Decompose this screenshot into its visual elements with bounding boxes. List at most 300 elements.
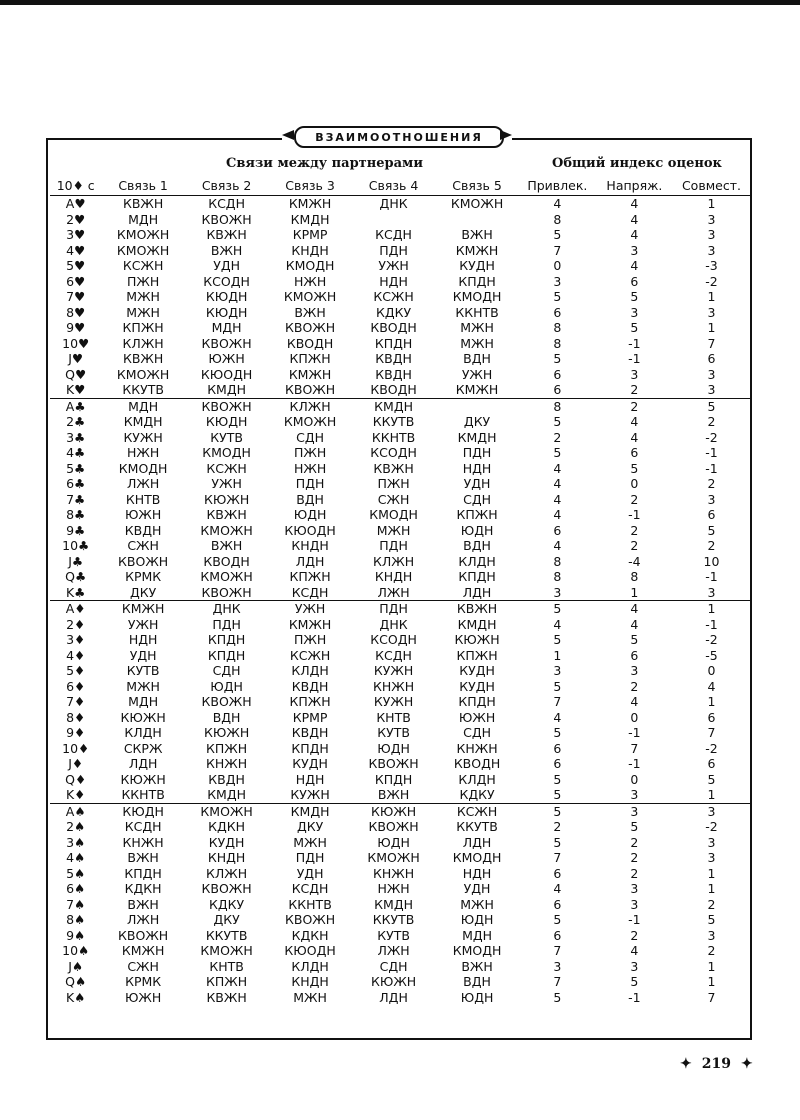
cell-attraction: 3 xyxy=(553,584,562,600)
cell-attraction: 7 xyxy=(553,242,562,258)
cell-attraction: 6 xyxy=(553,896,562,912)
cell-compatibility: 3 xyxy=(707,927,716,943)
cell-attraction: 5 xyxy=(553,989,562,1005)
cell-tension: -1 xyxy=(628,335,641,351)
cell-card: 9♥ xyxy=(66,320,86,335)
cell-link-2: КЮЖН xyxy=(203,491,250,507)
cell-attraction: 5 xyxy=(553,834,562,850)
cell-link-5: КУДН xyxy=(459,258,495,273)
cell-link-2: ВЖН xyxy=(210,242,243,258)
cell-tension: 3 xyxy=(630,881,639,896)
cell-link-1: КНТВ xyxy=(125,491,161,507)
cell-link-2: ВЖН xyxy=(210,538,243,553)
cell-link-1: СКРЖ xyxy=(123,740,163,756)
cell-link-3: КНДН xyxy=(291,974,329,989)
cell-compatibility: 3 xyxy=(707,491,716,507)
cell-compatibility: 6 xyxy=(707,709,716,725)
cell-link-4: КПДН xyxy=(374,771,413,787)
cell-link-2: КДКН xyxy=(208,819,246,834)
cell-tension: 3 xyxy=(630,366,639,382)
cell-link-4: ПДН xyxy=(379,242,408,258)
cell-link-5: КПДН xyxy=(458,569,496,584)
cell-link-4: КВОДН xyxy=(370,320,417,335)
cell-link-4: ЛДН xyxy=(379,989,408,1005)
cell-link-5: КДКУ xyxy=(459,787,495,802)
section-banner xyxy=(282,124,512,146)
cell-attraction: 5 xyxy=(553,632,562,647)
cell-compatibility: 3 xyxy=(707,366,716,382)
cell-link-1: КМЖН xyxy=(121,943,165,958)
cell-compatibility: -2 xyxy=(705,819,718,834)
cell-link-1: ВЖН xyxy=(127,850,159,865)
cell-link-1: КРМК xyxy=(125,974,162,989)
cell-attraction: 3 xyxy=(553,663,562,678)
cell-link-3: КСДН xyxy=(291,881,329,896)
cell-tension: -1 xyxy=(628,756,641,771)
cell-link-2: КЛЖН xyxy=(206,865,248,881)
cell-link-4: КМОДН xyxy=(369,507,418,522)
cell-link-4: ЮДН xyxy=(377,740,410,756)
cell-compatibility: -1 xyxy=(705,445,718,460)
cell-attraction: 4 xyxy=(553,460,562,476)
cell-tension: 4 xyxy=(630,211,639,227)
cell-card: 7♥ xyxy=(66,289,86,304)
cell-link-2: КПДН xyxy=(207,632,246,647)
cell-link-2: КВДН xyxy=(208,771,245,787)
cell-attraction: 8 xyxy=(553,335,562,351)
cell-link-2: КЮДН xyxy=(205,414,248,429)
cell-attraction: 7 xyxy=(553,694,562,709)
cell-link-4 xyxy=(352,212,435,228)
cell-attraction: 6 xyxy=(553,366,562,382)
cell-tension: 2 xyxy=(630,538,639,553)
cell-link-2: КНЖН xyxy=(206,756,248,771)
cell-link-2: КМДН xyxy=(207,787,247,802)
table-row xyxy=(50,648,750,664)
relations-table xyxy=(50,177,750,1005)
column-header-card: 10♦ с xyxy=(50,177,101,196)
cell-link-1: МДН xyxy=(101,398,184,414)
cell-link-4: СЖН xyxy=(377,491,410,507)
cell-compatibility: 5 xyxy=(707,771,716,787)
cell-card: 3♦ xyxy=(66,632,86,647)
page-number: 219 xyxy=(701,1056,731,1072)
cell-link-5: ПДН xyxy=(462,445,492,460)
cell-link-3: КМЖН xyxy=(288,616,332,632)
cell-link-2: КВОЖН xyxy=(185,398,268,414)
cell-link-4: ЮДН xyxy=(377,834,410,850)
cell-link-2: КСДН xyxy=(208,196,245,211)
cell-link-3: КМДН xyxy=(290,211,330,227)
cell-attraction: 7 xyxy=(553,943,562,958)
cell-link-2: СДН xyxy=(212,663,241,678)
cell-attraction: 5 xyxy=(553,678,562,694)
cell-link-1: КВЖН xyxy=(122,351,164,366)
cell-link-1: КМОЖН xyxy=(116,366,170,382)
cell-tension: -1 xyxy=(628,725,641,740)
table-row xyxy=(50,866,750,882)
cell-link-5: КМОДН xyxy=(452,943,502,958)
index-group-heading: Общий индекс оценок xyxy=(552,156,722,171)
cell-card: Q♥ xyxy=(65,366,87,382)
table-row xyxy=(50,554,750,570)
table-row xyxy=(50,320,750,336)
cell-compatibility: 4 xyxy=(707,678,716,694)
cell-link-5: УДН xyxy=(463,881,491,896)
banner-left-tip-icon xyxy=(282,130,294,140)
cell-compatibility: -5 xyxy=(705,647,718,663)
cell-link-3: КМЖН xyxy=(288,196,332,211)
table-row xyxy=(50,990,750,1006)
cell-card: A♥ xyxy=(65,196,86,211)
cell-link-3: КЛЖН xyxy=(268,398,351,414)
cell-link-2: КСЖН xyxy=(206,460,247,476)
cell-link-1: УДН xyxy=(129,647,157,663)
cell-card: 8♦ xyxy=(66,709,86,725)
cell-attraction: 8 xyxy=(553,553,562,569)
cell-card: Q♣ xyxy=(65,569,87,584)
table-row xyxy=(50,679,750,695)
cell-link-1: НДН xyxy=(128,632,158,647)
cell-card: 9♦ xyxy=(66,725,86,740)
cell-card: 10♥ xyxy=(62,335,90,351)
cell-link-4: КСДН xyxy=(375,647,412,663)
cell-tension: -1 xyxy=(628,912,641,927)
cell-link-5: ЛДН xyxy=(462,584,492,600)
cell-link-3: КДКН xyxy=(291,927,329,943)
cell-tension: 4 xyxy=(630,227,639,242)
table-row xyxy=(50,710,750,726)
table-row xyxy=(50,756,750,772)
cell-link-2: КЮОДН xyxy=(200,366,253,382)
cell-compatibility: 6 xyxy=(707,507,716,522)
cell-card: 6♣ xyxy=(66,476,86,491)
cell-link-3: ЛДН xyxy=(295,553,325,569)
cell-link-4: КДКУ xyxy=(376,304,412,320)
cell-compatibility: 1 xyxy=(707,196,716,211)
cell-tension: 2 xyxy=(596,398,673,414)
cell-attraction: 6 xyxy=(553,756,562,771)
cell-link-2: КПДН xyxy=(207,647,246,663)
cell-link-3: МЖН xyxy=(293,989,327,1005)
cell-attraction: 5 xyxy=(553,289,562,304)
cell-card: 4♦ xyxy=(66,647,86,663)
cell-link-5: МЖН xyxy=(460,335,494,351)
cell-link-4: КВОДН xyxy=(370,382,417,397)
links-group-heading: Связи между партнерами xyxy=(226,156,423,171)
cell-link-3: НЖН xyxy=(293,273,327,289)
cell-tension: -4 xyxy=(628,553,641,569)
cell-link-1: МЖН xyxy=(126,678,160,694)
cell-link-3: КМОДН xyxy=(285,258,335,273)
cell-link-3: КПЖН xyxy=(289,351,331,366)
cell-link-3: КПЖН xyxy=(289,694,331,709)
cell-link-1: КМОДН xyxy=(118,460,168,476)
cell-link-3: КСДН xyxy=(291,584,329,600)
cell-link-5: ЛДН xyxy=(462,834,492,850)
cell-link-5: УЖН xyxy=(461,366,493,382)
cell-link-3: КНДН xyxy=(291,538,329,553)
cell-compatibility: 5 xyxy=(707,522,716,538)
cell-link-2: КУДН xyxy=(208,834,245,850)
cell-tension: 0 xyxy=(630,709,639,725)
cell-link-5: ЮЖН xyxy=(458,709,496,725)
cell-compatibility: 1 xyxy=(707,320,716,335)
cell-link-4: КВЖН xyxy=(373,460,414,476)
cell-card: 3♠ xyxy=(66,834,86,850)
cell-attraction: 4 xyxy=(553,507,562,522)
cell-tension: 4 xyxy=(630,694,639,709)
cell-link-2: КМОЖН xyxy=(200,569,253,584)
cell-card: J♣ xyxy=(68,553,84,569)
table-row xyxy=(50,243,750,259)
cell-compatibility: 3 xyxy=(707,382,716,397)
cell-link-2: ПДН xyxy=(212,616,241,632)
table-row xyxy=(50,289,750,305)
table-row xyxy=(50,430,750,446)
cell-tension: 5 xyxy=(630,974,639,989)
cell-link-4: КЮЖН xyxy=(370,974,417,989)
cell-tension: 4 xyxy=(630,196,639,211)
cell-compatibility: 1 xyxy=(707,289,716,304)
cell-card: 3♥ xyxy=(66,227,86,242)
cell-link-1: КВОЖН xyxy=(118,927,169,943)
cell-card: 9♣ xyxy=(66,522,86,538)
cell-card: 7♣ xyxy=(66,491,86,507)
cell-link-4: ПЖН xyxy=(377,476,410,491)
cell-card: 4♥ xyxy=(66,242,86,258)
table-row xyxy=(50,974,750,990)
cell-card: K♠ xyxy=(65,989,86,1005)
cell-compatibility: -2 xyxy=(705,273,718,289)
cell-link-4: КНЖН xyxy=(373,678,415,694)
cell-link-5: КЮЖН xyxy=(454,632,500,647)
cell-link-1: КЛЖН xyxy=(122,335,164,351)
cell-link-1: КПЖН xyxy=(122,320,164,335)
cell-attraction: 4 xyxy=(553,709,562,725)
cell-link-5: КПДН xyxy=(458,694,496,709)
cell-link-2: КЮДН xyxy=(205,289,248,304)
cell-attraction: 5 xyxy=(553,227,562,242)
cell-link-1: КНЖН xyxy=(122,834,164,850)
cell-link-1: КМДН xyxy=(123,414,163,429)
cell-tension: 2 xyxy=(630,382,639,397)
cell-link-3: КСЖН xyxy=(289,647,331,663)
cell-link-4: МЖН xyxy=(376,522,411,538)
cell-link-2: ККУТВ xyxy=(205,927,248,943)
cell-tension: 2 xyxy=(630,834,639,850)
cell-tension: 3 xyxy=(630,896,639,912)
cell-link-1: МДН xyxy=(128,694,159,709)
cell-link-3: КУЖН xyxy=(290,787,330,802)
cell-link-4: ЛЖН xyxy=(377,943,410,958)
cell-tension: 0 xyxy=(630,476,639,491)
table-row xyxy=(50,476,750,492)
cell-link-2: КМОЖН xyxy=(200,522,253,538)
cell-tension: 5 xyxy=(630,632,639,647)
cell-card: 7♦ xyxy=(66,694,86,709)
cell-attraction: 5 xyxy=(553,787,562,802)
table-row xyxy=(50,694,750,710)
cell-link-5: КУДН xyxy=(459,678,495,694)
cell-link-3: ПДН xyxy=(295,476,325,491)
cell-compatibility: 10 xyxy=(703,553,720,569)
cell-attraction: 5 xyxy=(553,725,562,740)
cell-link-1: КВОЖН xyxy=(118,553,169,569)
cell-card: 10♦ xyxy=(62,740,90,756)
cell-link-1: МДН xyxy=(128,211,159,227)
cell-card: A♣ xyxy=(50,398,101,414)
cell-link-5: ЮДН xyxy=(460,522,494,538)
cell-card: 10♠ xyxy=(62,943,90,958)
cell-card: K♣ xyxy=(65,584,86,600)
cell-link-3: ВЖН xyxy=(294,304,326,320)
cell-link-3: КВДН xyxy=(291,725,329,740)
cell-link-5: КЛДН xyxy=(458,771,496,787)
cell-link-1: КСДН xyxy=(124,819,162,834)
cell-compatibility: 3 xyxy=(707,584,716,600)
cell-link-4: КНЖН xyxy=(373,865,415,881)
cell-tension: 6 xyxy=(630,647,639,663)
cell-tension: -1 xyxy=(628,507,641,522)
table-row xyxy=(50,367,750,383)
cell-link-5: УДН xyxy=(463,476,491,491)
cell-link-3: ПДН xyxy=(295,850,325,865)
cell-link-5: ККУТВ xyxy=(456,819,498,834)
cell-link-2: МДН xyxy=(211,320,242,335)
table-row xyxy=(50,336,750,352)
table-row xyxy=(50,258,750,274)
cell-tension: 2 xyxy=(630,522,639,538)
cell-link-5: КНЖН xyxy=(456,740,498,756)
cell-link-2: КВЖН xyxy=(206,989,247,1005)
cell-link-1: МЖН xyxy=(126,289,160,304)
cell-link-3: КМЖН xyxy=(288,366,332,382)
cell-link-5: ВДН xyxy=(463,974,491,989)
cell-link-1: КВДН xyxy=(124,522,162,538)
cell-link-5: КВОДН xyxy=(453,756,501,771)
cell-tension: 8 xyxy=(630,569,639,584)
cell-attraction: 5 xyxy=(553,445,562,460)
cell-attraction: 2 xyxy=(553,429,562,445)
cell-link-1: КЮЖН xyxy=(120,771,166,787)
cell-attraction: 2 xyxy=(553,819,562,834)
cell-compatibility: 5 xyxy=(673,398,750,414)
cell-tension: 3 xyxy=(596,803,673,819)
cell-link-2: КЮЖН xyxy=(203,725,250,740)
cell-link-4: КПДН xyxy=(374,335,413,351)
cell-compatibility: 1 xyxy=(707,958,716,974)
cell-link-2: КВОДН xyxy=(203,553,250,569)
table-row xyxy=(50,803,750,819)
table-row xyxy=(50,351,750,367)
table-row xyxy=(50,663,750,679)
cell-attraction: 8 xyxy=(553,569,562,584)
cell-compatibility: -1 xyxy=(705,569,718,584)
cell-link-3: УЖН xyxy=(268,601,351,617)
table-row xyxy=(50,196,750,212)
cell-compatibility: 7 xyxy=(707,335,716,351)
cell-link-3: ККНТВ xyxy=(288,896,332,912)
cell-link-4: ДНК xyxy=(379,616,408,632)
cell-card: 2♦ xyxy=(66,616,86,632)
cell-link-2: КМОЖН xyxy=(200,943,253,958)
cell-link-4: ПДН xyxy=(379,538,408,553)
cell-compatibility: 6 xyxy=(707,756,716,771)
cell-compatibility: 1 xyxy=(707,787,716,802)
cell-link-4: ПДН xyxy=(352,601,435,617)
cell-attraction: 5 xyxy=(553,771,562,787)
cell-link-4: ККУТВ xyxy=(372,912,415,927)
cell-compatibility: -2 xyxy=(705,632,718,647)
cell-link-5: КМЖН xyxy=(455,382,499,397)
folio-ornament-icon: ✦ xyxy=(680,1056,692,1072)
cell-link-2: КПЖН xyxy=(206,974,248,989)
cell-link-4: КЮЖН xyxy=(352,803,435,819)
cell-link-1: ЛДН xyxy=(128,756,158,771)
table-row xyxy=(50,741,750,757)
cell-link-5: МЖН xyxy=(460,320,494,335)
cell-tension: 2 xyxy=(630,491,639,507)
cell-link-5: КЛДН xyxy=(458,553,496,569)
cell-card: 4♠ xyxy=(66,850,86,865)
cell-link-1: УЖН xyxy=(127,616,159,632)
column-header-row xyxy=(50,177,750,196)
cell-link-3: КУДН xyxy=(292,756,328,771)
cell-link-2: КМОЖН xyxy=(185,803,268,819)
cell-link-5: ВДН xyxy=(463,351,491,366)
cell-link-1: ЮЖН xyxy=(124,507,162,522)
cell-link-4: КНДН xyxy=(374,569,413,584)
cell-tension: 0 xyxy=(630,771,639,787)
cell-card: 2♠ xyxy=(66,819,86,834)
cell-card: 8♥ xyxy=(66,304,86,320)
cell-tension: 2 xyxy=(630,678,639,694)
cell-attraction: 6 xyxy=(553,927,562,943)
table-row xyxy=(50,492,750,508)
cell-link-5: ДКУ xyxy=(463,414,491,429)
cell-compatibility: 2 xyxy=(707,943,716,958)
cell-link-5: КМОДН xyxy=(452,850,502,865)
table-row xyxy=(50,787,750,803)
cell-link-5: КПЖН xyxy=(456,507,498,522)
cell-link-5: СДН xyxy=(463,491,491,507)
cell-link-5: КВЖН xyxy=(435,601,518,617)
column-header-compatibility: Совмест. xyxy=(673,177,750,196)
cell-link-2: КМОДН xyxy=(202,445,251,460)
cell-compatibility: 1 xyxy=(673,601,750,617)
cell-tension: 4 xyxy=(630,429,639,445)
cell-link-5: МДН xyxy=(462,927,493,943)
cell-link-4: КМОЖН xyxy=(367,850,420,865)
table-row xyxy=(50,897,750,913)
cell-link-1: ДКУ xyxy=(129,584,157,600)
column-header-tension: Напряж. xyxy=(596,177,673,196)
cell-tension: 5 xyxy=(630,320,639,335)
cell-link-1: ЮЖН xyxy=(124,989,162,1005)
table-row xyxy=(50,398,750,414)
cell-link-3: ДКУ xyxy=(296,819,324,834)
cell-link-5: КМЖН xyxy=(455,242,499,258)
cell-link-1: МЖН xyxy=(126,304,160,320)
cell-compatibility: 6 xyxy=(707,351,716,366)
cell-tension: 5 xyxy=(630,819,639,834)
cell-link-5: ВДН xyxy=(463,538,491,553)
cell-link-2: ЮЖН xyxy=(208,351,245,366)
cell-link-5: МЖН xyxy=(460,896,494,912)
cell-tension: 6 xyxy=(630,273,639,289)
cell-link-3: КРМР xyxy=(292,227,328,242)
